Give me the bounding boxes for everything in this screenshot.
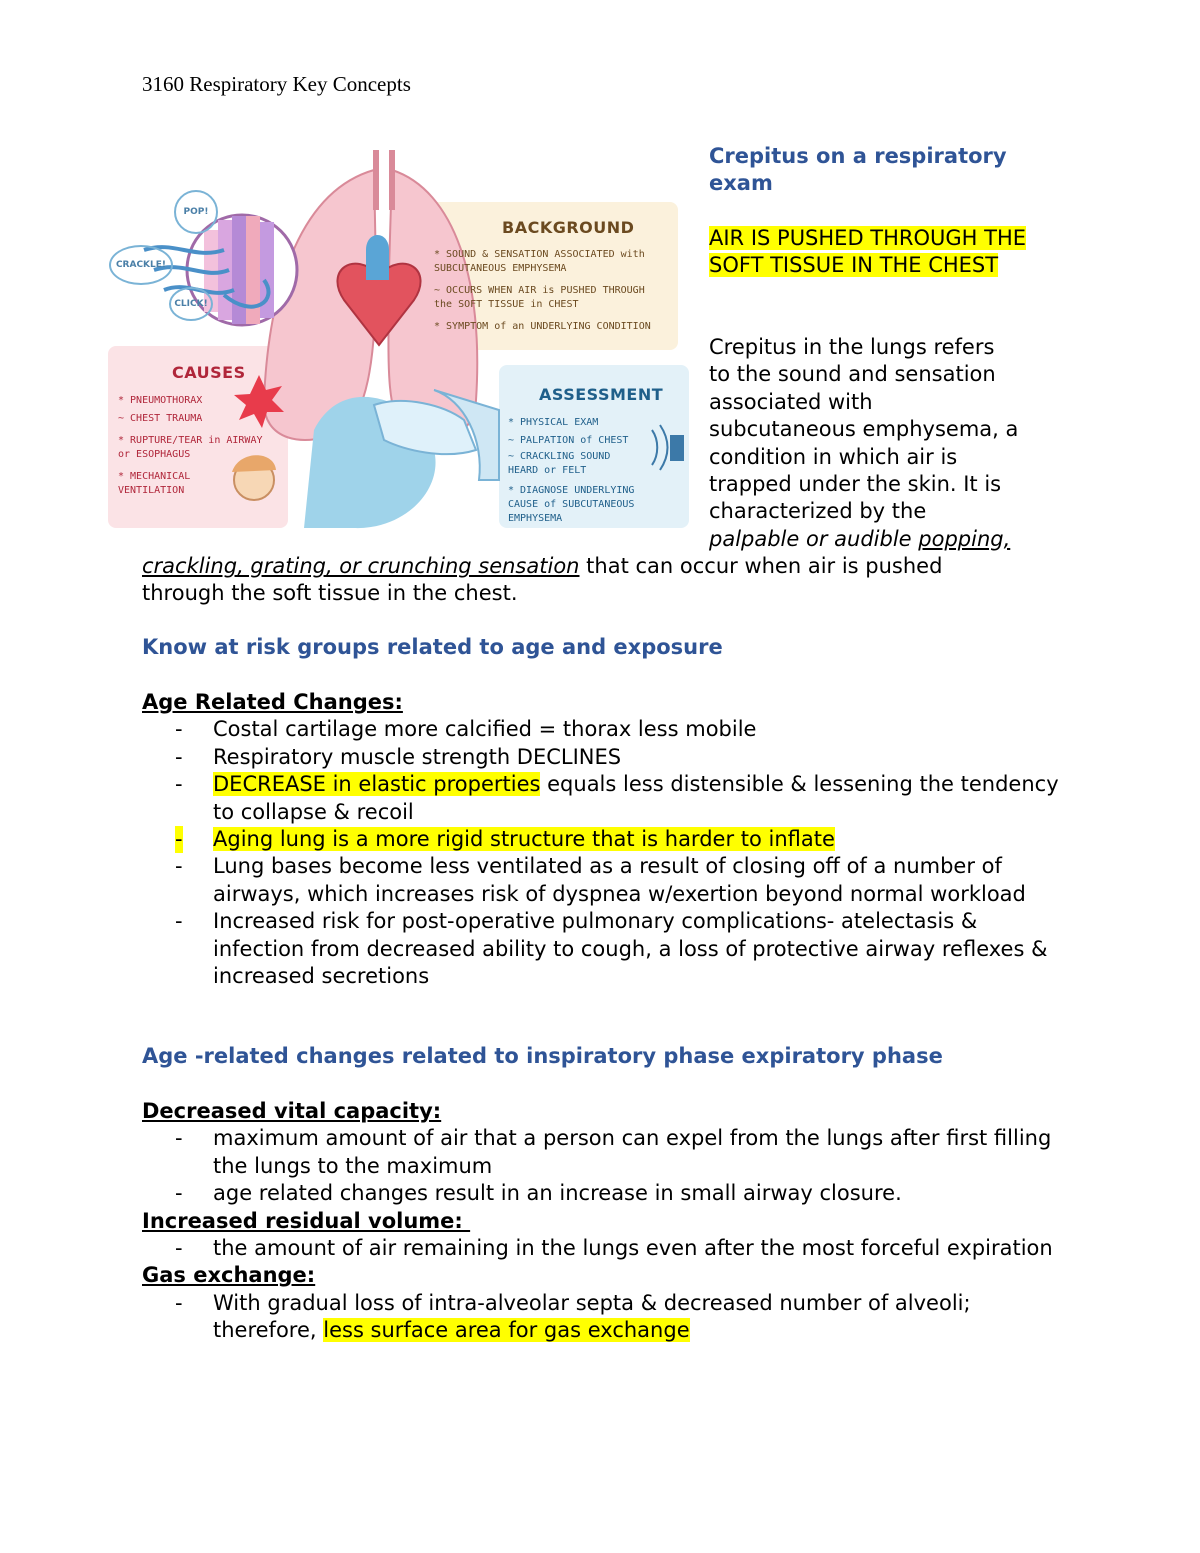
crepitus-highlight-block	[709, 225, 1029, 280]
background-title: BACKGROUND	[502, 218, 635, 237]
causes-line: * RUPTURE/TEAR in AIRWAY	[118, 435, 263, 446]
risk-heading: Know at risk groups related to age and exposure	[142, 635, 723, 659]
causes-line: * MECHANICAL	[118, 471, 191, 482]
section-title: Decreased vital capacity:	[142, 1099, 442, 1123]
assessment-line: ~ CRACKLING SOUND	[508, 451, 611, 462]
list-item: - Lung bases become less ventilated as a result of closing off of a number of airways, which increases risk of dyspnea w/exertion beyond normal workload	[175, 854, 1026, 906]
vital-list	[142, 1125, 1062, 1207]
assessment-line: ~ PALPATION of CHEST	[508, 435, 629, 446]
body-line: characterized by the	[709, 499, 927, 524]
italic-text: palpable or audible	[709, 526, 919, 551]
causes-line: ~ CHEST TRAUMA	[118, 413, 203, 424]
list-item: - age related changes result in an increase in small airway closure.	[175, 1181, 902, 1206]
list-item: - the amount of air remaining in the lungs even after the most forceful expiration	[175, 1236, 1053, 1261]
assessment-line: * PHYSICAL EXAM	[508, 417, 599, 428]
list-item: - maximum amount of air that a person can expel from the lungs after first filling the lungs to the maximum	[175, 1126, 1052, 1178]
assessment-title: ASSESSMENT	[539, 385, 664, 404]
crepitus-heading: Crepitus on a respiratory exam	[709, 144, 1007, 196]
italic-underlined-text: popping,	[918, 526, 1011, 551]
list-item: - Respiratory muscle strength DECLINES	[175, 744, 622, 769]
causes-title: CAUSES	[172, 363, 246, 382]
click-bubble: CLICK!	[169, 287, 213, 321]
age-changes-section	[142, 689, 1062, 990]
gas-list	[142, 1290, 1062, 1345]
background-line: the SOFT TISSUE in CHEST	[434, 299, 579, 310]
crepitus-body	[709, 334, 1069, 553]
background-line: ~ OCCURS WHEN AIR is PUSHED THROUGH	[434, 285, 645, 296]
pop-bubble: POP!	[174, 190, 218, 234]
crepitus-highlight: AIR IS PUSHED THROUGH THE SOFT TISSUE IN THE CHEST	[709, 226, 1027, 278]
assessment-line: EMPHYSEMA	[508, 513, 563, 524]
list-item: - Aging lung is a more rigid structure that is harder to inflate	[142, 826, 1062, 853]
crepitus-continuation	[142, 553, 1062, 608]
body-line: condition in which air is	[709, 444, 958, 469]
age-changes-list	[142, 716, 1062, 990]
list-item: - With gradual loss of intra-alveolar septa & decreased number of alveoli; therefore, less surface area for gas exchange	[175, 1290, 971, 1343]
background-line: * SYMPTOM of an UNDERLYING CONDITION	[434, 321, 651, 332]
italic-underlined-text: crackling, grating, or crunching sensation	[142, 554, 580, 578]
body-text: through the soft tissue in the chest.	[142, 581, 518, 606]
aorta	[366, 235, 389, 280]
assessment-line: HEARD or FELT	[508, 465, 587, 476]
causes-line: * PNEUMOTHORAX	[118, 395, 203, 406]
assessment-line: * DIAGNOSE UNDERLYING	[508, 485, 635, 496]
section-title: Gas exchange:	[142, 1263, 316, 1288]
causes-line: VENTILATION	[118, 485, 185, 496]
trachea	[376, 150, 392, 210]
body-line: to the sound and sensation	[709, 362, 996, 387]
section-title: Age Related Changes:	[142, 690, 403, 714]
phase-heading: Age -related changes related to inspiratory phase expiratory phase	[142, 1044, 943, 1068]
crackle-bubble: CRACKLE!	[109, 245, 173, 285]
list-item: - DECREASE in elastic properties equals less distensible & lessening the tendency to collapse & recoil	[175, 772, 1059, 824]
section-title: Increased residual volume:	[142, 1208, 471, 1233]
causes-line: or ESOPHAGUS	[118, 449, 191, 460]
residual-list	[142, 1235, 1062, 1262]
body-text: that can occur when air is pushed	[579, 554, 943, 578]
body-line: trapped under the skin. It is	[709, 472, 1002, 497]
body-line: associated with	[709, 389, 873, 414]
capacity-section	[142, 1098, 1062, 1345]
body-line-italic	[709, 526, 1069, 553]
assessment-line: CAUSE of SUBCUTANEOUS	[508, 499, 635, 510]
list-item: - Increased risk for post-operative pulmonary complications- atelectasis & infection from decreased ability to cough, a loss of protective airway reflexes & increased secretions	[175, 909, 1048, 989]
crepitus-infographic	[104, 150, 692, 532]
background-line: * SOUND & SENSATION ASSOCIATED with	[434, 249, 645, 260]
body-line: subcutaneous emphysema, a	[709, 417, 1019, 442]
body-line: Crepitus in the lungs refers	[709, 335, 995, 359]
list-item: - Costal cartilage more calcified = thorax less mobile	[175, 717, 757, 742]
page-header: 3160 Respiratory Key Concepts	[142, 72, 411, 96]
background-line: SUBCUTANEOUS EMPHYSEMA	[434, 263, 567, 274]
